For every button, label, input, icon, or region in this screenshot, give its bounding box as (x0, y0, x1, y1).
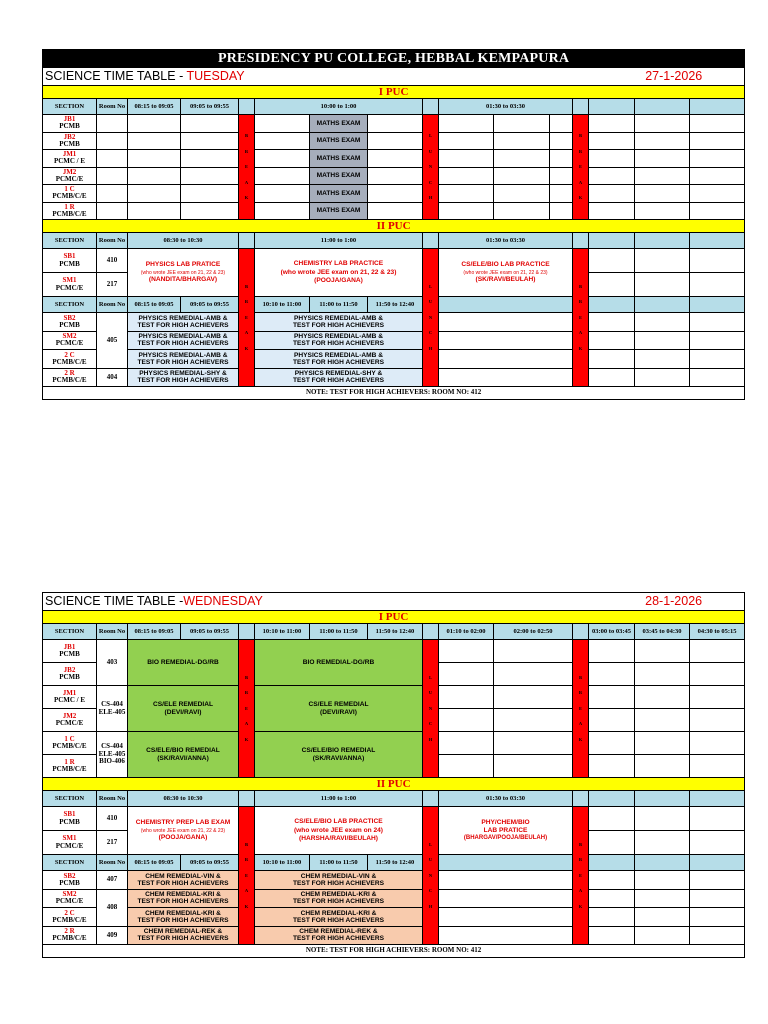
break-column (239, 99, 255, 115)
break-label: B R E A K (573, 249, 589, 387)
header-slot: 09:05 to 09:55 (181, 855, 239, 871)
footer-note: NOTE: TEST FOR HIGH ACHIEVERS: ROOM NO: 412 (43, 387, 745, 400)
exam-cell: MATHS EXAM (310, 185, 368, 203)
table-row: SB1 PCMB 410 PHYSICS LAB PRATICE (who wrote JEE exam on 21, 22 & 23) (NANDITA/BHARGAV) B R E A K CHEMISTRY LAB PRACTICE (who wrote JEE exam on 21, 22 & 23) (POOJA/GANA) L U N C H CS/ELE/BIO LAB PRACTICE (who wrote JEE exam on 21, 22 & 23) (SK/RAVI/BEULAH) B R E A K (43, 249, 745, 273)
exam-cell: MATHS EXAM (310, 115, 368, 133)
header-section: SECTION (43, 855, 97, 871)
remedial-cell: CHEM REMEDIAL-VIN & TEST FOR HIGH ACHIEVERS (255, 871, 423, 890)
header-room: Room No (97, 855, 128, 871)
room-number: 409 (97, 926, 128, 945)
header-slot: 11:00 to 11:50 (310, 297, 368, 313)
timetable-title: SCIENCE TIME TABLE -WEDNESDAY 28-1-2026 (43, 593, 745, 611)
remedial-cell: CHEM REMEDIAL-REK & TEST FOR HIGH ACHIEVERS (255, 926, 423, 945)
remedial-cell: BIO REMEDIAL-DG/RB (255, 640, 423, 686)
table-row: 1 C PCMB/C/E MATHS EXAM (43, 185, 745, 203)
wednesday-table (42, 592, 745, 958)
table-row: JB2 PCMB MATHS EXAM (43, 132, 745, 150)
header-section: SECTION (43, 99, 97, 115)
header-slot: 10:00 to 1:00 (255, 99, 423, 115)
header-slot: 10:10 to 11:00 (255, 297, 310, 313)
table-row: SM1 PCMC/E 217 (43, 273, 745, 297)
room-number: 405 (97, 313, 128, 369)
table-row: JM2 PCMC/E (43, 709, 745, 732)
room-number: 410 (97, 249, 128, 273)
lunch-label: L U N C H (423, 807, 439, 945)
exam-cell: MATHS EXAM (310, 150, 368, 168)
table-row: SB1 PCMB 410 CHEMISTRY PREP LAB EXAM (who wrote JEE exam on 21, 22 & 23) (POOJA/GANA) B R E A K CS/ELE/BIO LAB PRACTICE (who wrote JEE exam on 24) (HARSHA/RAVI/BEULAH) L U N C H PHY/CHEM/BIO LAB PRATICE (BHARGAV/POOJA/BEULAH) B R E A K (43, 807, 745, 831)
header-slot: 10:10 to 11:00 (255, 855, 310, 871)
header-slot: 08:30 to 10:30 (128, 791, 239, 807)
lunch-label: L U N C H (423, 640, 439, 778)
day-name: WEDNESDAY (183, 593, 263, 608)
room-number: CS-404 ELE-405 BIO-406 (97, 732, 128, 778)
header-slot: 02:00 to 02:50 (494, 624, 573, 640)
room-number: 407 (97, 871, 128, 890)
header-room: Room No (97, 99, 128, 115)
header-slot: 03:00 to 03:45 (589, 624, 635, 640)
header-slot: 09:05 to 09:55 (181, 624, 239, 640)
section-cell: JB1 PCMB (43, 115, 97, 133)
break-label: B R E A K (239, 115, 255, 220)
header-room: Room No (97, 233, 128, 249)
table-row: 2 R PCMB/C/E 404 PHYSICS REMEDIAL-SHY & TEST FOR HIGH ACHIEVERS PHYSICS REMEDIAL-SHY & TEST FOR HIGH ACHIEVERS (43, 368, 745, 387)
header-section: SECTION (43, 297, 97, 313)
remedial-cell: CS/ELE/BIO REMEDIAL (SK/RAVI/ANNA) (128, 732, 239, 778)
room-number: CS-404 ELE-405 (97, 686, 128, 732)
lab-cell: CHEMISTRY PREP LAB EXAM (who wrote JEE exam on 21, 22 & 23) (POOJA/GANA) (128, 807, 239, 855)
break-label: B R E A K (239, 807, 255, 945)
break-column (573, 99, 589, 115)
exam-cell: MATHS EXAM (310, 202, 368, 220)
table-row: JM2 PCMC/E MATHS EXAM (43, 167, 745, 185)
table-row: SM1 PCMC/E 217 (43, 831, 745, 855)
exam-cell: MATHS EXAM (310, 132, 368, 150)
header-slot: 08:15 to 09:05 (128, 855, 181, 871)
break-label: B R E A K (573, 807, 589, 945)
remedial-cell: PHYSICS REMEDIAL-SHY & TEST FOR HIGH ACHIEVERS (128, 368, 239, 387)
table-row: JM1 PCMC / E MATHS EXAM (43, 150, 745, 168)
remedial-cell: CS/ELE/BIO REMEDIAL (SK/RAVI/ANNA) (255, 732, 423, 778)
room-number: 404 (97, 368, 128, 387)
header-slot: 11:50 to 12:40 (368, 624, 423, 640)
header-slot: 01:30 to 03:30 (439, 99, 573, 115)
table-row: 1 R PCMB/C/E (43, 755, 745, 778)
lunch-label: L U N C H (423, 249, 439, 387)
header-slot: 11:00 to 11:50 (310, 624, 368, 640)
break-label: B R E A K (239, 640, 255, 778)
header-slot: 08:15 to 09:05 (128, 99, 181, 115)
lab-cell: CS/ELE/BIO LAB PRACTICE (who wrote JEE exam on 24) (HARSHA/RAVI/BEULAH) (255, 807, 423, 855)
table-row: SM2 PCMC/E 408 CHEM REMEDIAL-KRI & TEST FOR HIGH ACHIEVERS CHEM REMEDIAL-KRI & TEST FOR HIGH ACHIEVERS (43, 889, 745, 908)
remedial-cell: PHYSICS REMEDIAL-AMB & TEST FOR HIGH ACHIEVERS (128, 350, 239, 369)
remedial-cell: CHEM REMEDIAL-VIN & TEST FOR HIGH ACHIEVERS (128, 871, 239, 890)
timetable-date: 27-1-2026 (645, 68, 703, 83)
remedial-cell: CS/ELE REMEDIAL (DEVI/RAVI) (255, 686, 423, 732)
remedial-cell: PHYSICS REMEDIAL-AMB & TEST FOR HIGH ACHIEVERS (255, 350, 423, 369)
header-slot: 11:00 to 1:00 (255, 233, 423, 249)
lab-cell: CHEMISTRY LAB PRACTICE (who wrote JEE exam on 21, 22 & 23) (POOJA/GANA) (255, 249, 423, 297)
room-number: 410 (97, 807, 128, 831)
header-section: SECTION (43, 624, 97, 640)
header-slot: 03:45 to 04:30 (635, 624, 690, 640)
break-label: B R E A K (573, 115, 589, 220)
header-slot: 01:30 to 03:30 (439, 233, 573, 249)
puc1-label: I PUC (43, 86, 745, 99)
header-room: Room No (97, 791, 128, 807)
table-row: JM1 PCMC / E CS-404 ELE-405 CS/ELE REMEDIAL (DEVI/RAVI) CS/ELE REMEDIAL (DEVI/RAVI) (43, 686, 745, 709)
remedial-cell: CHEM REMEDIAL-KRI & TEST FOR HIGH ACHIEVERS (128, 908, 239, 927)
remedial-cell: CHEM REMEDIAL-KRI & TEST FOR HIGH ACHIEVERS (128, 889, 239, 908)
header-slot: 08:15 to 09:05 (128, 297, 181, 313)
header-section: SECTION (43, 233, 97, 249)
lab-cell: PHY/CHEM/BIO LAB PRATICE (BHARGAV/POOJA/BEULAH) (439, 807, 573, 855)
lunch-column (423, 99, 439, 115)
puc2-label: II PUC (43, 220, 745, 233)
remedial-cell: CS/ELE REMEDIAL (DEVI/RAVI) (128, 686, 239, 732)
header-slot: 08:15 to 09:05 (128, 624, 181, 640)
table-row (43, 115, 745, 133)
day-name: TUESDAY (186, 68, 245, 83)
header-slot: 11:00 to 11:50 (310, 855, 368, 871)
remedial-cell: CHEM REMEDIAL-KRI & TEST FOR HIGH ACHIEVERS (255, 889, 423, 908)
remedial-cell: BIO REMEDIAL-DG/RB (128, 640, 239, 686)
header-slot: 11:00 to 1:00 (255, 791, 423, 807)
puc1-label: I PUC (43, 611, 745, 624)
room-number: 217 (97, 273, 128, 297)
header-slot: 11:50 to 12:40 (368, 855, 423, 871)
wednesday-timetable (42, 592, 737, 958)
header-slot: 04:30 to 05:15 (690, 624, 745, 640)
tuesday-table (42, 49, 745, 400)
header-slot: 01:10 to 02:00 (439, 624, 494, 640)
remedial-cell: PHYSICS REMEDIAL-AMB & TEST FOR HIGH ACHIEVERS (255, 331, 423, 350)
break-label: B R E A K (239, 249, 255, 387)
college-name: PRESIDENCY PU COLLEGE, HEBBAL KEMPAPURA (43, 50, 745, 68)
table-row: 2 R PCMB/C/E 409 CHEM REMEDIAL-REK & TEST FOR HIGH ACHIEVERS CHEM REMEDIAL-REK & TEST FOR HIGH ACHIEVERS (43, 926, 745, 945)
remedial-cell: CHEM REMEDIAL-REK & TEST FOR HIGH ACHIEVERS (128, 926, 239, 945)
header-slot: 08:30 to 10:30 (128, 233, 239, 249)
header-slot: 09:05 to 09:55 (181, 297, 239, 313)
header-room: Room No (97, 624, 128, 640)
table-row: JB2 PCMB (43, 663, 745, 686)
room-number: 408 (97, 889, 128, 926)
break-label: B R E A K (573, 640, 589, 778)
room-number: 403 (97, 640, 128, 686)
lunch-label: L U N C H (423, 115, 439, 220)
header-slot: 09:05 to 09:55 (181, 99, 239, 115)
table-row: SB2 PCMB 405 PHYSICS REMEDIAL-AMB & TEST FOR HIGH ACHIEVERS PHYSICS REMEDIAL-AMB & TEST FOR HIGH ACHIEVERS (43, 313, 745, 332)
remedial-cell: PHYSICS REMEDIAL-AMB & TEST FOR HIGH ACHIEVERS (255, 313, 423, 332)
puc2-label: II PUC (43, 778, 745, 791)
table-row: 1 C PCMB/C/E CS-404 ELE-405 BIO-406 CS/ELE/BIO REMEDIAL (SK/RAVI/ANNA) CS/ELE/BIO REMEDIAL (SK/RAVI/ANNA) (43, 732, 745, 755)
remedial-cell: PHYSICS REMEDIAL-SHY & TEST FOR HIGH ACHIEVERS (255, 368, 423, 387)
lab-cell: CS/ELE/BIO LAB PRACTICE (who wrote JEE exam on 21, 22 & 23) (SK/RAVI/BEULAH) (439, 249, 573, 297)
table-row: SB2 PCMB 407 CHEM REMEDIAL-VIN & TEST FOR HIGH ACHIEVERS CHEM REMEDIAL-VIN & TEST FOR HIGH ACHIEVERS (43, 871, 745, 890)
room-number: 217 (97, 831, 128, 855)
timetable-title: SCIENCE TIME TABLE - TUESDAY 27-1-2026 (43, 68, 745, 86)
header-section: SECTION (43, 791, 97, 807)
table-row: SM2 PCMC/E PHYSICS REMEDIAL-AMB & TEST FOR HIGH ACHIEVERS PHYSICS REMEDIAL-AMB & TEST FOR HIGH ACHIEVERS (43, 331, 745, 350)
tuesday-timetable (42, 49, 724, 400)
table-row: 2 C PCMB/C/E PHYSICS REMEDIAL-AMB & TEST FOR HIGH ACHIEVERS PHYSICS REMEDIAL-AMB & TEST FOR HIGH ACHIEVERS (43, 350, 745, 369)
table-row: 1 R PCMB/C/E MATHS EXAM (43, 202, 745, 220)
remedial-cell: PHYSICS REMEDIAL-AMB & TEST FOR HIGH ACHIEVERS (128, 331, 239, 350)
remedial-cell: CHEM REMEDIAL-KRI & TEST FOR HIGH ACHIEVERS (255, 908, 423, 927)
header-slot: 11:50 to 12:40 (368, 297, 423, 313)
header-slot: 10:10 to 11:00 (255, 624, 310, 640)
header-slot: 01:30 to 03:30 (439, 791, 573, 807)
header-room: Room No (97, 297, 128, 313)
remedial-cell: PHYSICS REMEDIAL-AMB & TEST FOR HIGH ACHIEVERS (128, 313, 239, 332)
table-row: JB1 PCMB 403 BIO REMEDIAL-DG/RB B R E A K BIO REMEDIAL-DG/RB L U N C H B R E A K (43, 640, 745, 663)
lab-cell: PHYSICS LAB PRATICE (who wrote JEE exam on 21, 22 & 23) (NANDITA/BHARGAV) (128, 249, 239, 297)
timetable-date: 28-1-2026 (645, 593, 703, 608)
exam-cell: MATHS EXAM (310, 167, 368, 185)
table-row: 2 C PCMB/C/E CHEM REMEDIAL-KRI & TEST FOR HIGH ACHIEVERS CHEM REMEDIAL-KRI & TEST FOR HIGH ACHIEVERS (43, 908, 745, 927)
footer-note: NOTE: TEST FOR HIGH ACHIEVERS: ROOM NO: 412 (43, 945, 745, 958)
